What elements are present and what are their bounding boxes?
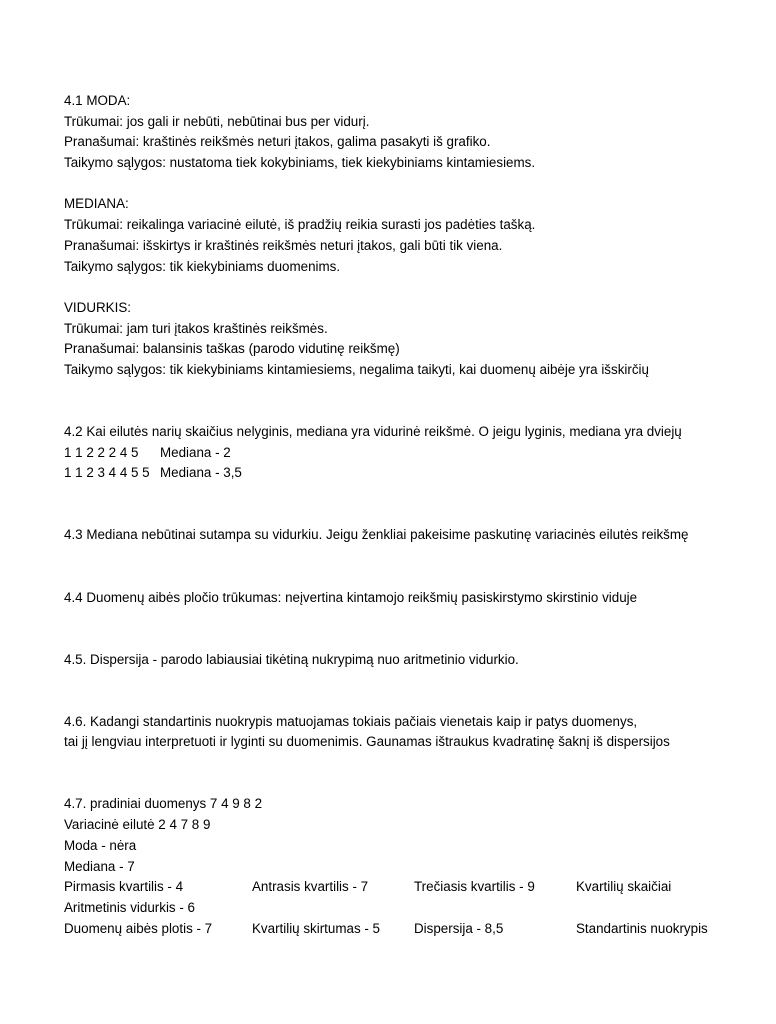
vidurkis-trukumai: Trūkumai: jam turi įtakos kraštinės reikšmės. [64,320,328,336]
section-4-4-text: 4.4 Duomenų aibės pločio trūkumas: neįvertina kintamojo reikšmių pasiskirstymo skirstinio viduje [64,589,638,605]
kvartiliu-skaiciai: Kvartilių skaičiai [576,879,672,895]
section-4-6-line-2: tai jį lengviau interpretuoti ir lyginti su duomenimis. Gaunamas ištraukus kvadratinę šaknį iš dispersijos [64,734,670,750]
section-4-7-pradiniai: 4.7. pradiniai duomenys 7 4 9 8 2 [64,796,263,812]
kvartiliu-skirtumas: Kvartilių skirtumas - 5 [252,920,380,936]
pirmasis-kvartilis: Pirmasis kvartilis - 4 [64,879,184,895]
antrasis-kvartilis: Antrasis kvartilis - 7 [252,879,369,895]
example-2-result: Mediana - 3,5 [160,465,242,481]
section-4-2-text: 4.2 Kai eilutės narių skaičius nelyginis, mediana yra vidurinė reikšmė. O jeigu lyginis, mediana yra dviejų [64,424,682,440]
section-4-3-text: 4.3 Mediana nebūtinai sutampa su vidurkiu. Jeigu ženkliai pakeisime paskutinę variacinės eilutės reikšmę [64,527,689,543]
vidurkis-pranasumai: Pranašumai: balansinis taškas (parodo vidutinę reikšmę) [64,341,400,357]
mediana-taikymas: Taikymo sąlygos: tik kiekybiniams duomenims. [64,258,341,274]
example-1-sequence: 1 1 2 2 2 4 5 [64,444,139,460]
example-2-sequence: 1 1 2 3 4 4 5 5 [64,465,150,481]
moda-trukumai: Trūkumai: jos gali ir nebūti, nebūtinai bus per vidurį. [64,113,370,129]
duomenu-aibes-plotis: Duomenų aibės plotis - 7 [64,920,213,936]
vidurkis-taikymas: Taikymo sąlygos: tik kiekybiniams kintamiesiems, negalima taikyti, kai duomenų aibėje yra išskirčių [64,361,649,377]
standartinis-nuokrypis: Standartinis nuokrypis [576,920,708,936]
mediana-trukumai: Trūkumai: reikalinga variacinė eilutė, iš pradžių reikia surasti jos padėties tašką. [64,217,536,233]
section-4-7-variacine: Variacinė eilutė 2 4 7 8 9 [64,817,211,833]
section-4-7-moda: Moda - nėra [64,837,137,853]
section-4-7-vidurkis: Aritmetinis vidurkis - 6 [64,899,195,915]
mediana-title: MEDIANA: [64,196,129,212]
section-4-7-sklaida-row [64,919,708,940]
vidurkis-title: VIDURKIS: [64,299,131,315]
moda-pranasumai: Pranašumai: kraštinės reikšmės neturi įtakos, galima pasakyti iš grafiko. [64,134,491,150]
section-4-7-kvartiliai-row [64,877,672,898]
treciasis-kvartilis: Trečiasis kvartilis - 9 [414,879,535,895]
mediana-pranasumai: Pranašumai: išskirtys ir kraštinės reikšmės neturi įtakos, gali būti tik viena. [64,237,503,253]
moda-title: 4.1 MODA: [64,93,131,108]
section-4-7-mediana: Mediana - 7 [64,858,135,874]
section-4-2-example-1 [64,443,656,464]
section-4-6-line-1: 4.6. Kadangi standartinis nuokrypis matuojamas tokiais pačiais vienetais kaip ir patys duomenys, [64,713,638,729]
dispersija: Dispersija - 8,5 [414,920,504,936]
section-4-5-text: 4.5. Dispersija - parodo labiausiai tikėtiną nukrypimą nuo aritmetinio vidurkio. [64,651,519,667]
document-content [64,91,708,939]
section-4-2-example-2 [64,463,656,484]
moda-taikymas: Taikymo sąlygos: nustatoma tiek kokybiniams, tiek kiekybiniams kintamiesiems. [64,155,536,171]
example-1-result: Mediana - 2 [160,444,231,460]
